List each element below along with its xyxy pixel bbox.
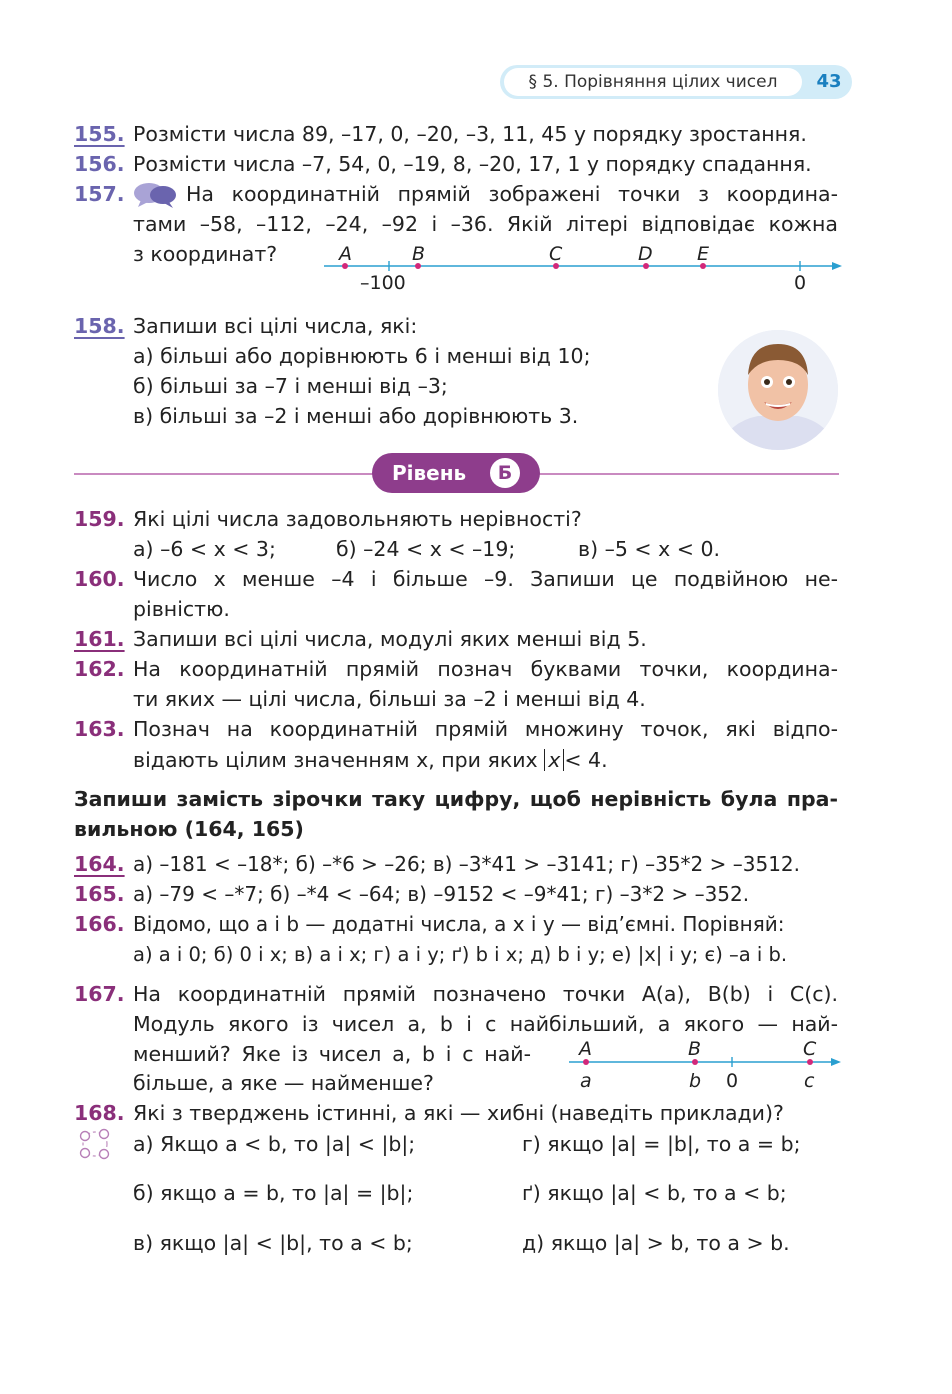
problem-163-line-2 bbox=[133, 746, 608, 774]
problem-157-line-3: з координат? bbox=[133, 242, 278, 266]
problem-163-line-2-start: відають цілим значенням x, при яких bbox=[133, 748, 538, 772]
point-label-d: D bbox=[638, 243, 653, 265]
problem-168-item-e: ґ) якщо |a| < b, то a < b; bbox=[522, 1181, 787, 1205]
problem-text-168: Які з тверджень істинні, а які — хибні (наведіть приклади)? bbox=[133, 1101, 784, 1125]
task-heading-line-1: Запиши замість зірочки таку цифру, щоб нерівність була пра- bbox=[74, 787, 838, 811]
problem-158-item-b: б) більші за –7 і менші від –3; bbox=[133, 374, 448, 398]
speech-bubbles-icon bbox=[133, 181, 177, 209]
problem-text-165: а) –79 < –*7; б) –*4 < –64; в) –9152 < –9*41; г) –3*2 > –352. bbox=[133, 882, 750, 906]
problem-text-159: Які цілі числа задовольняють нерівності? bbox=[133, 507, 582, 531]
number-line-157 bbox=[320, 240, 845, 296]
problem-159-c: в) –5 < x < 0. bbox=[578, 537, 720, 561]
point-label-a-167: A bbox=[579, 1038, 592, 1060]
problem-162-line-2: ти яких — цілі числа, більші за –2 і менші від 4. bbox=[133, 687, 646, 711]
team-cluster-icon bbox=[77, 1126, 113, 1162]
point-label-c: C bbox=[549, 243, 563, 265]
tick-label-zero: 0 bbox=[794, 272, 807, 294]
problem-160-line-2: рівністю. bbox=[133, 597, 230, 621]
problem-163-line-2-end: < 4. bbox=[564, 748, 608, 772]
problem-166-line-2: а) a і 0; б) 0 і x; в) a і x; г) a і y; ґ) b і x; д) b і y; е) |x| і y; є) –a і b. bbox=[133, 943, 788, 966]
problem-number-162: 162. bbox=[74, 657, 125, 681]
boy-photo bbox=[718, 330, 838, 450]
problem-168-item-c: в) якщо |a| < |b|, то a < b; bbox=[133, 1231, 413, 1255]
problem-text-161: Запиши всі цілі числа, модулі яких менші від 5. bbox=[133, 627, 647, 651]
level-badge bbox=[372, 453, 540, 493]
value-label-a-167: a bbox=[580, 1070, 592, 1092]
axis-arrow bbox=[832, 262, 842, 270]
problem-166-line-1: Відомо, що a і b — додатні числа, а x і y — від’ємні. Порівняй: bbox=[133, 912, 785, 936]
problem-167-line-4: більше, а яке — найменше? bbox=[133, 1071, 434, 1095]
problem-158-item-c: в) більші за –2 і менші або дорівнюють 3. bbox=[133, 404, 579, 428]
problem-number-165: 165. bbox=[74, 882, 125, 906]
level-letter: Б bbox=[490, 458, 520, 488]
point-label-a: A bbox=[339, 243, 352, 265]
problem-number-160: 160. bbox=[74, 567, 125, 591]
problem-number-155[interactable]: 155. bbox=[74, 122, 125, 146]
problem-text-164: а) –181 < –18*; б) –*6 > –26; в) –3*41 > –3141; г) –35*2 > –3512. bbox=[133, 852, 801, 876]
problem-159-b: б) –24 < x < –19; bbox=[336, 537, 516, 561]
problem-163-line-1: Познач на координатній прямій множину точок, які відпо- bbox=[133, 717, 838, 741]
problem-number-167: 167. bbox=[74, 982, 125, 1006]
problem-text-156: Розмісти числа –7, 54, 0, –19, 8, –20, 17, 1 у порядку спадання. bbox=[133, 152, 812, 176]
problem-168-item-a: а) Якщо a < b, то |a| < |b|; bbox=[133, 1132, 416, 1156]
point-label-b-167: B bbox=[688, 1038, 702, 1060]
problem-number-164[interactable]: 164. bbox=[74, 852, 125, 876]
problem-167-line-3: менший? Яке із чисел a, b і c най- bbox=[133, 1042, 531, 1066]
point-label-e: E bbox=[697, 243, 710, 265]
tick-label-minus-100: –100 bbox=[360, 272, 406, 294]
axis-arrow-167 bbox=[831, 1058, 841, 1066]
problem-text-158: Запиши всі цілі числа, які: bbox=[133, 314, 418, 338]
problem-167-line-2: Модуль якого із чисел a, b і c найбільший, а якого — най- bbox=[133, 1012, 838, 1036]
problem-number-166: 166. bbox=[74, 912, 125, 936]
problem-159-a: а) –6 < x < 3; bbox=[133, 537, 276, 561]
running-header bbox=[500, 65, 852, 99]
point-label-c-167: C bbox=[803, 1038, 817, 1060]
point-label-b: B bbox=[412, 243, 426, 265]
problem-number-161[interactable]: 161. bbox=[74, 627, 125, 651]
problem-number-158[interactable]: 158. bbox=[74, 314, 125, 338]
problem-number-168: 168. bbox=[74, 1101, 125, 1125]
problem-number-163: 163. bbox=[74, 717, 125, 741]
abs-x: x bbox=[544, 749, 564, 771]
problem-number-156: 156. bbox=[74, 152, 125, 176]
problem-number-157: 157. bbox=[74, 182, 125, 206]
value-label-c-167: c bbox=[804, 1070, 815, 1092]
page-number: 43 bbox=[816, 71, 842, 92]
problem-158-item-a: а) більші або дорівнюють 6 і менші від 10; bbox=[133, 344, 591, 368]
number-line-167 bbox=[565, 1036, 845, 1094]
problem-168-item-b: б) якщо a = b, то |a| = |b|; bbox=[133, 1181, 414, 1205]
section-title: § 5. Порівняння цілих чисел bbox=[504, 68, 802, 96]
boy-face-illustration bbox=[718, 330, 838, 450]
problem-162-line-1: На координатній прямій познач буквами точки, координа- bbox=[133, 657, 838, 681]
problem-160-line-1: Число x менше –4 і більше –9. Запиши це подвійною не- bbox=[133, 567, 838, 591]
problem-text-155: Розмісти числа 89, –17, 0, –20, –3, 11, 45 у порядку зростання. bbox=[133, 122, 807, 146]
problem-168-item-f: д) якщо |a| > b, то a > b. bbox=[522, 1231, 790, 1255]
value-label-zero-167: 0 bbox=[726, 1070, 739, 1092]
problem-167-line-1: На координатній прямій позначено точки A(a), B(b) і C(c). bbox=[133, 982, 838, 1006]
problem-number-159: 159. bbox=[74, 507, 125, 531]
value-label-b-167: b bbox=[689, 1070, 702, 1092]
task-heading-line-2: вильною (164, 165) bbox=[74, 817, 304, 841]
problem-157-line-2: тами –58, –112, –24, –92 і –36. Якій літері відповідає кожна bbox=[133, 212, 838, 236]
problem-157-line-1: На координатній прямій зображені точки з координа- bbox=[186, 182, 838, 206]
level-label: Рівень bbox=[392, 461, 467, 485]
problem-168-item-d: г) якщо |a| = |b|, то a = b; bbox=[522, 1132, 801, 1156]
